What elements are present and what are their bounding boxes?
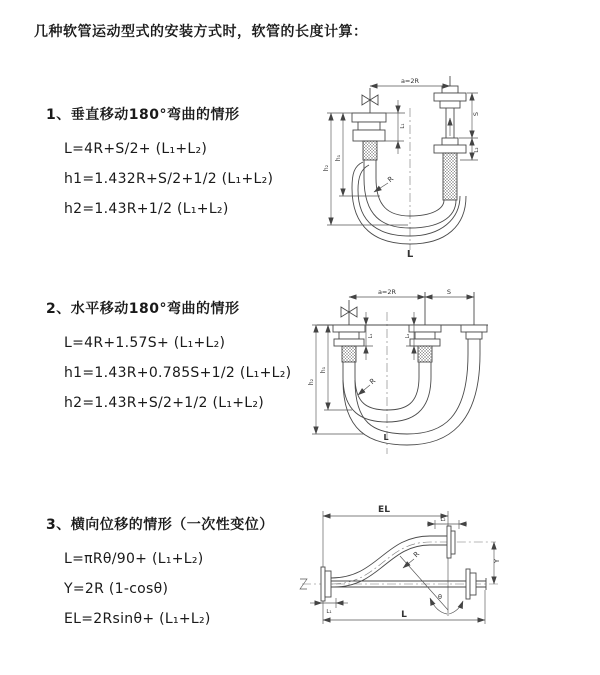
dim-label-l1: L₁	[400, 123, 406, 129]
dim-label-h1: h₁	[320, 366, 327, 374]
braided-hose-section	[418, 346, 432, 362]
dim-label-h1: h₁	[335, 154, 342, 162]
u-bend-hose	[343, 354, 480, 445]
dim-label-s: S	[446, 288, 452, 296]
section-1-heading: 1、垂直移动180°弯曲的情形	[46, 107, 240, 123]
dim-label-theta: θ	[438, 593, 442, 601]
dim-label-s: S	[472, 111, 480, 117]
diagram-vertical-180-bend	[300, 68, 590, 263]
dim-label-l: L	[401, 610, 407, 620]
dim-label-l: L	[406, 249, 414, 260]
upper-flange	[447, 526, 455, 558]
dim-label-l2: L₂	[405, 333, 411, 339]
section-2-formulas	[64, 328, 291, 418]
section-3-heading: 3、横向位移的情形（一次性变位）	[46, 517, 274, 533]
section-3-formulas	[64, 544, 274, 634]
formula-line: L=πRθ/90+ (L₁+L₂)	[64, 551, 204, 567]
formula-line: h1=1.432R+S/2+1/2 (L₁+L₂)	[64, 171, 274, 187]
dim-label-r: R	[368, 376, 378, 387]
left-flange	[321, 567, 331, 601]
braided-hose-section	[443, 153, 457, 200]
dim-label-el: EL	[378, 505, 390, 515]
dim-label-l1: L₁	[368, 333, 374, 339]
right-flange-stack	[434, 76, 466, 153]
dim-label-h2: h₂	[323, 164, 330, 172]
dim-label-h2: h₂	[308, 378, 315, 386]
dimension-lines	[310, 505, 501, 624]
dim-label-y: Y	[493, 558, 501, 564]
diagram-lateral-displacement	[296, 498, 600, 640]
braided-hose-section	[363, 141, 377, 160]
braided-hose-section	[342, 346, 356, 362]
left-flange	[352, 113, 386, 141]
formula-line: Y=2R (1-cosθ)	[64, 581, 169, 597]
formula-line: EL=2Rsinθ+ (L₁+L₂)	[64, 611, 211, 627]
left-flange	[333, 325, 365, 346]
right-flange	[461, 325, 487, 339]
section-3	[46, 514, 274, 634]
page-title: 几种软管运动型式的安装方式时，软管的长度计算：	[34, 24, 368, 40]
dim-label-r: R	[412, 550, 422, 560]
formula-line: h1=1.43R+0.785S+1/2 (L₁+L₂)	[64, 365, 292, 381]
formula-line: L=4R+1.57S+ (L₁+L₂)	[64, 335, 226, 351]
dim-label-r: R	[386, 174, 396, 185]
formula-line: L=4R+S/2+ (L₁+L₂)	[64, 141, 208, 157]
angle-radius-line	[400, 556, 448, 610]
dim-label-a-2r: a=2R	[400, 77, 420, 85]
dim-label-l1: L₁	[326, 609, 332, 615]
hose-assembly-drawing	[352, 76, 466, 250]
dim-label-l: L	[383, 433, 389, 442]
diagram-horizontal-180-bend	[302, 282, 600, 457]
section-1-formulas	[64, 134, 273, 224]
section-2-heading: 2、水平移动180°弯曲的情形	[46, 301, 240, 317]
formula-line: h2=1.43R+S/2+1/2 (L₁+L₂)	[64, 395, 265, 411]
dim-label-l2: L₂	[440, 517, 446, 523]
section-2	[46, 298, 291, 418]
dim-label-l2: L₂	[474, 147, 480, 153]
formula-line: h2=1.43R+1/2 (L₁+L₂)	[64, 201, 229, 217]
hose-assembly-drawing	[317, 292, 488, 454]
angle-arc	[449, 601, 463, 614]
hose-assembly-drawing	[300, 511, 498, 616]
section-1	[46, 104, 273, 224]
right-flange	[466, 569, 486, 599]
dimension-lines	[308, 288, 474, 442]
dim-label-a-2r: a=2R	[377, 288, 397, 296]
